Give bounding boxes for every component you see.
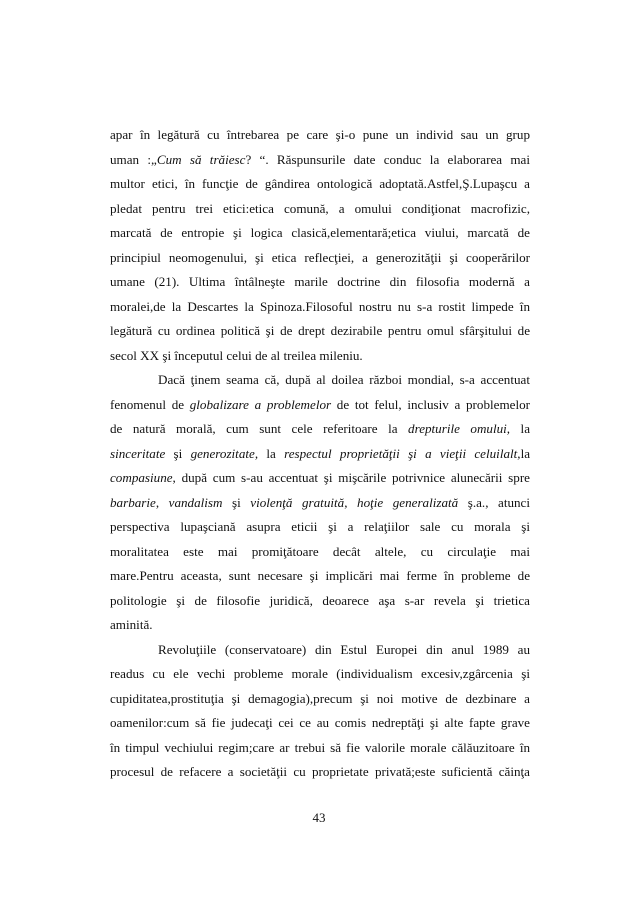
text-segment: marcată de entropie şi logica clasică,elementară;etica viului, marcată de [110, 225, 530, 240]
text-segment: Revoluţiile (conservatoare) din Estul Europei din anul 1989 au [158, 641, 530, 657]
italic-segment: generozitate, [190, 445, 259, 461]
text-segment: de natură morală, cum sunt cele referitoare la [110, 421, 409, 436]
text-segment: mare.Pentru aceasta, sunt necesare şi implicări mai ferme în probleme de [110, 568, 530, 583]
text-line [110, 197, 530, 222]
text-segment: politologie şi de filosofie juridică, deoarece aşa s-ar revela şi trietica [110, 592, 530, 608]
italic-segment: hoţie generalizată [357, 494, 459, 510]
text-line [110, 172, 530, 197]
text-segment: în timpul vechiului regim;care ar trebui să fie valorile morale călăuzitoare în [110, 739, 530, 755]
text-segment: şi [165, 445, 191, 461]
text-line [110, 246, 530, 271]
text-line [110, 123, 530, 148]
text-segment: după cum s-au accentuat şi mişcările potrivnice alunecării spre [175, 470, 530, 485]
text-segment: la [258, 445, 285, 461]
text-segment: moralei,de la Descartes la Spinoza.Filosoful nostru nu s-a rostit limpede în [110, 298, 530, 314]
text-line [110, 319, 530, 344]
text-line [110, 295, 530, 320]
text-segment: secol XX şi începutul celui de al treilea mileniu. [110, 347, 363, 363]
italic-segment: violenţă gratuită [250, 494, 345, 510]
body-text [110, 123, 530, 785]
text-line [110, 442, 530, 467]
text-segment: , [344, 494, 358, 510]
italic-segment: compasiune, [110, 470, 176, 485]
italic-segment: vandalism [168, 494, 223, 510]
text-segment: fenomenul de [110, 396, 190, 412]
text-segment: şi [222, 494, 251, 510]
italic-segment: globalizare a problemelor [189, 396, 332, 412]
text-segment: uman :„ [110, 151, 157, 167]
text-segment: aminită. [110, 617, 153, 632]
text-line [110, 270, 530, 295]
text-segment: umane (21). Ultima întâlneşte marile doctrine din filosofia modernă a [110, 274, 530, 289]
page-number: 43 [312, 810, 326, 825]
italic-segment: drepturile omului, [408, 421, 511, 436]
text-line [110, 344, 530, 369]
text-line [110, 515, 530, 540]
text-segment: apar în legătură cu întrebarea pe care şi-o pune un individ sau un grup [110, 127, 530, 142]
text-line [110, 393, 530, 418]
text-line [110, 564, 530, 589]
text-segment: ş.a., atunci [458, 494, 530, 510]
text-line [110, 540, 530, 565]
text-line [110, 417, 530, 442]
text-line [110, 368, 530, 393]
text-line [110, 638, 530, 663]
text-segment: procesul de refacere a societăţii cu proprietate privată;este suficientă căinţa [110, 764, 530, 779]
text-line [110, 711, 530, 736]
text-segment: pledat pentru trei etici:etica comună, a omului condiţionat macrofizic, [110, 200, 530, 216]
text-segment: cupiditatea,prostituţia şi demagogia),precum şi noi motive de dezbinare a [110, 690, 530, 706]
text-line [110, 221, 530, 246]
text-segment: principiul neomogenului, şi etica reflecţiei, a generozităţii şi cooperărilor [110, 249, 530, 265]
text-segment: la [510, 421, 531, 436]
text-segment: Dacă ţinem seama că, după al doilea război mondial, s-a accentuat [158, 372, 530, 387]
text-line [110, 466, 530, 491]
italic-segment: respectul proprietăţii şi a vieţii celuilalt, [284, 445, 521, 461]
text-line [110, 491, 530, 516]
text-segment: de tot felul, inclusiv a problemelor [331, 396, 530, 412]
text-line [110, 148, 530, 173]
text-segment: , [155, 494, 169, 510]
text-segment: readus cu ele vechi probleme morale (individualism excesiv,zgârcenia şi [110, 666, 530, 681]
text-line [110, 687, 530, 712]
text-segment: perspectiva lupaşciană asupra eticii şi a relaţiilor sale cu morala şi [110, 519, 530, 534]
text-line [110, 589, 530, 614]
italic-segment: Cum să trăiesc [156, 151, 246, 167]
italic-segment: barbarie [110, 494, 156, 510]
italic-segment: sinceritate [110, 445, 166, 461]
text-segment: la [520, 445, 531, 461]
text-segment: moralitatea este mai promiţătoare decât altele, cu circulaţie mai [110, 543, 530, 559]
text-line [110, 736, 530, 761]
text-line [110, 662, 530, 687]
text-segment: ? “. Răspunsurile date conduc la elaborarea mai [245, 151, 530, 167]
text-line [110, 613, 530, 638]
text-segment: oamenilor:cum să fie judecaţi cei ce au comis nedreptăţi şi alte fapte grave [110, 715, 530, 730]
text-line [110, 760, 530, 785]
text-segment: multor etici, în funcţie de gândirea ontologică adoptată.Astfel,Ş.Lupaşcu a [110, 176, 530, 191]
text-segment: legătură cu ordinea politică şi de drept dezirabile pentru omul sfârşitului de [110, 323, 530, 338]
